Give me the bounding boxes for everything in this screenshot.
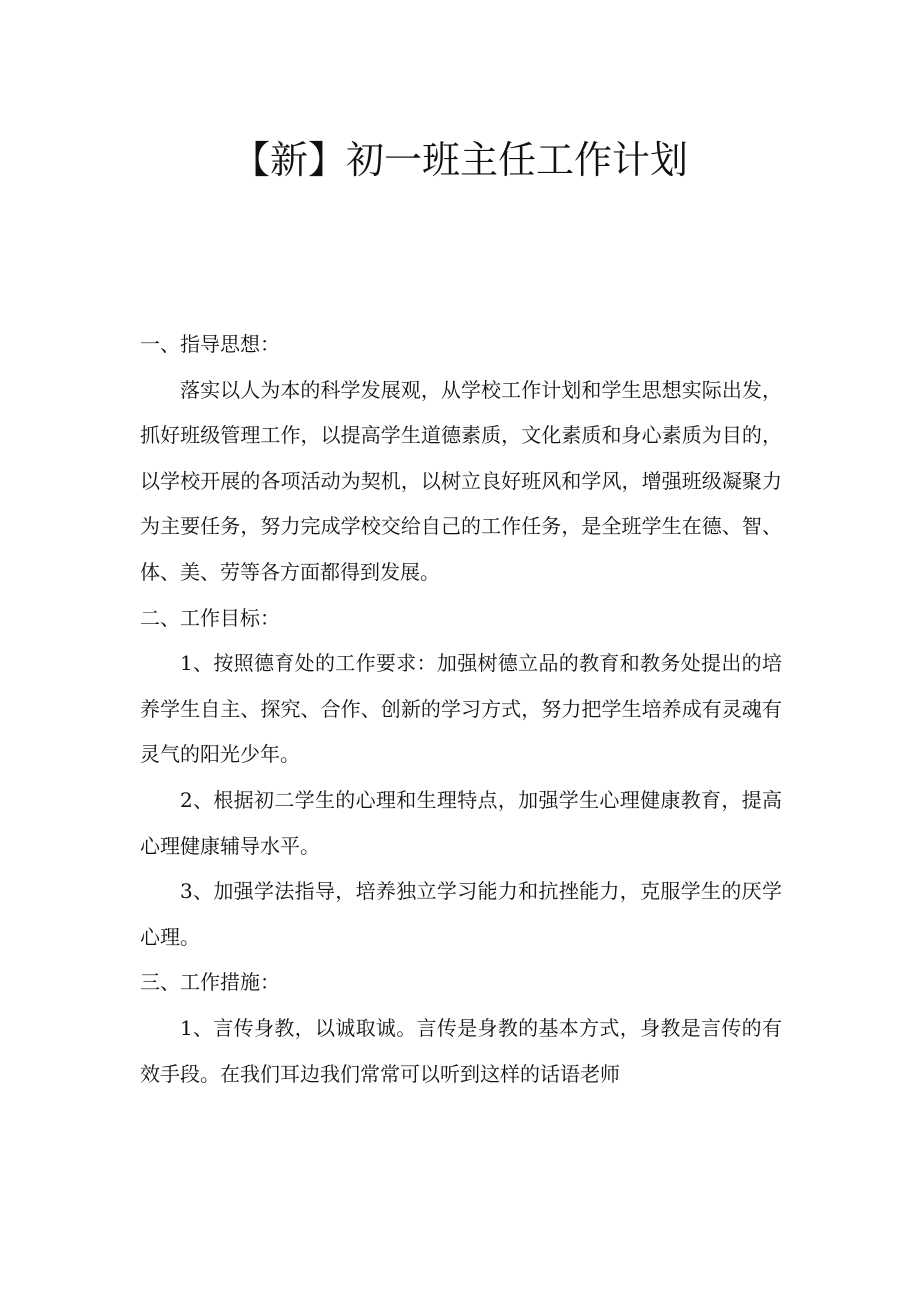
paragraph-goal-1: 1、按照德育处的工作要求：加强树德立品的教育和教务处提出的培养学生自主、探究、合作、创新的学习方式，努力把学生培养成有灵魂有灵气的阳光少年。 [140,651,782,767]
section-heading-work-measures: 三、工作措施： [140,970,280,995]
paragraph-guiding-ideology: 落实以人为本的科学发展观，从学校工作计划和学生思想实际出发，抓好班级管理工作，以提高学生道德素质，文化素质和身心素质为目的，以学校开展的各项活动为契机，以树立良好班风和学风，增强班级凝聚力为主要任务，努力完成学校交给自己的工作任务，是全班学生在德、智、体、美、劳等各方面都得到发展。 [140,377,782,584]
section-heading-work-goals: 二、工作目标： [140,605,280,630]
document-body [140,322,782,1097]
paragraph-measure-1: 1、言传身教，以诚取诚。言传是身教的基本方式，身教是言传的有效手段。在我们耳边我们常常可以听到这样的话语老师 [140,1015,782,1086]
paragraph-goal-2: 2、根据初二学生的心理和生理特点，加强学生心理健康教育，提高心理健康辅导水平。 [140,787,782,858]
page-title: 【新】初一班主任工作计划 [231,138,688,182]
paragraph-goal-3: 3、加强学法指导，培养独立学习能力和抗挫能力，克服学生的厌学心理。 [140,879,782,949]
section-heading-guiding-ideology: 一、指导思想： [140,332,280,356]
